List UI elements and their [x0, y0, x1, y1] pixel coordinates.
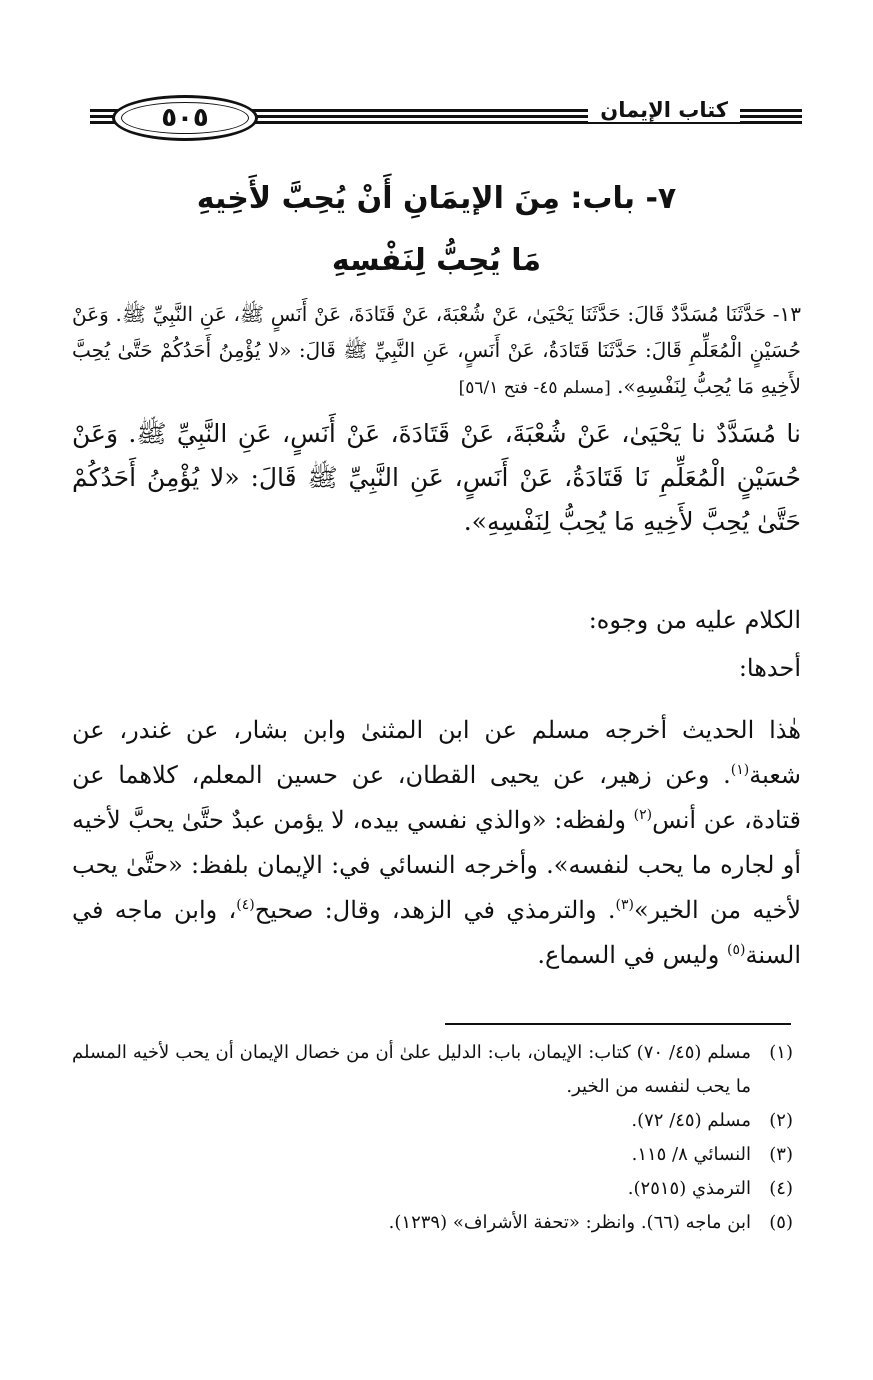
footnote-ref-5[interactable]: (٥)	[727, 942, 746, 958]
chapter-heading	[60, 168, 813, 292]
commentary-text-e: ، وابن ماجه في السنة	[72, 896, 801, 969]
hadith-text: نا مُسَدَّدٌ نا يَحْيَىٰ، عَنْ شُعْبَةَ، عَنْ قَتَادَةَ، عَنْ أَنَسٍ، عَنِ النَّبِيِّ ﷺ. وَعَنْ حُسَيْنٍ الْمُعَلِّمِ نَا قَتَادَةُ، عَنْ أَنَسٍ، عَنِ النَّبِيِّ ﷺ قَالَ: «لا يُؤْمِنُ أَحَدُكُمْ حَتَّىٰ يُحِبَّ لأَخِيهِ مَا يُحِبُّ لِنَفْسِهِ».	[72, 419, 801, 536]
commentary-heading	[72, 596, 801, 692]
footnote-number: (٥)	[769, 1212, 793, 1233]
footnote-text: مسلم (٤٥/ ٧٠) كتاب: الإيمان، باب: الدليل علىٰ أن من خصال الإيمان أن يحب لأخيه المسلم ما يحب لنفسه من الخير.	[72, 1042, 751, 1097]
footnote-ref-3[interactable]: (٣)	[615, 897, 634, 913]
hadith-reference: [مسلم ٤٥- فتح ٥٦/١]	[458, 378, 611, 398]
footnote-separator	[445, 1023, 791, 1025]
commentary-text-a: هٰذا الحديث أخرجه مسلم عن ابن المثنىٰ وابن بشار، عن غندر، عن شعبة	[72, 716, 801, 789]
footnote-text: الترمذي (٢٥١٥).	[627, 1178, 751, 1199]
footnote	[72, 1138, 793, 1172]
footnote-text: ابن ماجه (٦٦). وانظر: «تحفة الأشراف» (١٢٣٩).	[388, 1212, 751, 1233]
footnotes	[72, 1036, 793, 1240]
footnote-text: مسلم (٤٥/ ٧٢).	[631, 1110, 751, 1131]
commentary-paragraph	[72, 708, 801, 978]
hadith-narration-text: ١٣- حَدَّثَنَا مُسَدَّدٌ قَالَ: حَدَّثَنَا يَحْيَىٰ، عَنْ شُعْبَةَ، عَنْ قَتَادَةَ، عَنْ أَنَسٍ ﷺ، عَنِ النَّبِيِّ ﷺ. وَعَنْ حُسَيْنٍ الْمُعَلِّمِ قَالَ: حَدَّثَنَا قَتَادَةُ، عَنْ أَنَسٍ، عَنِ النَّبِيِّ ﷺ قَالَ: «لا يُؤْمِنُ أَحَدُكُمْ حَتَّىٰ يُحِبَّ لأَخِيهِ مَا يُحِبُّ لِنَفْسِهِ».	[72, 302, 801, 398]
footnote	[72, 1104, 793, 1138]
chapter-heading-line-1: ٧- باب: مِنَ الإيمَانِ أَنْ يُحِبَّ لأَخِيهِ	[196, 181, 677, 216]
footnote-text: النسائي ٨/ ١١٥.	[631, 1144, 751, 1165]
footnote	[72, 1206, 793, 1240]
footnote-number: (١)	[769, 1042, 793, 1063]
commentary-text-d: . والترمذي في الزهد، وقال: صحيح	[254, 896, 616, 924]
footnote	[72, 1036, 793, 1104]
page-header	[72, 95, 802, 141]
footnote-ref-4[interactable]: (٤)	[236, 897, 255, 913]
commentary-first: أحدها:	[738, 654, 801, 682]
hadith-narration	[72, 296, 801, 406]
running-title: كتاب الإيمان	[588, 98, 740, 122]
chapter-heading-line-2: مَا يُحِبُّ لِنَفْسِهِ	[331, 243, 542, 278]
footnote-number: (٤)	[769, 1178, 793, 1199]
commentary-text-b: . وعن زهير، عن يحيى القطان، عن حسين المعلم، كلاهما عن قتادة، عن أنس	[72, 761, 802, 834]
footnote-number: (٣)	[769, 1144, 793, 1165]
footnote-number: (٢)	[769, 1110, 793, 1131]
page-number: ٥٠٥	[112, 95, 258, 141]
commentary-text-c: ولفظه: «والذي نفسي بيده، لا يؤمن عبدٌ حتَّىٰ يحبَّ لأخيه أو لجاره ما يحب لنفسه». وأخرجه النسائي في: الإيمان بلفظ: «حتَّىٰ يحب لأخيه من الخير»	[72, 806, 802, 924]
footnote-ref-2[interactable]: (٢)	[633, 807, 653, 823]
footnote	[72, 1172, 793, 1206]
footnote-ref-1[interactable]: (١)	[730, 762, 750, 778]
commentary-intro: الكلام عليه من وجوه:	[588, 606, 801, 634]
commentary-text-f: وليس في السماع.	[537, 941, 728, 969]
